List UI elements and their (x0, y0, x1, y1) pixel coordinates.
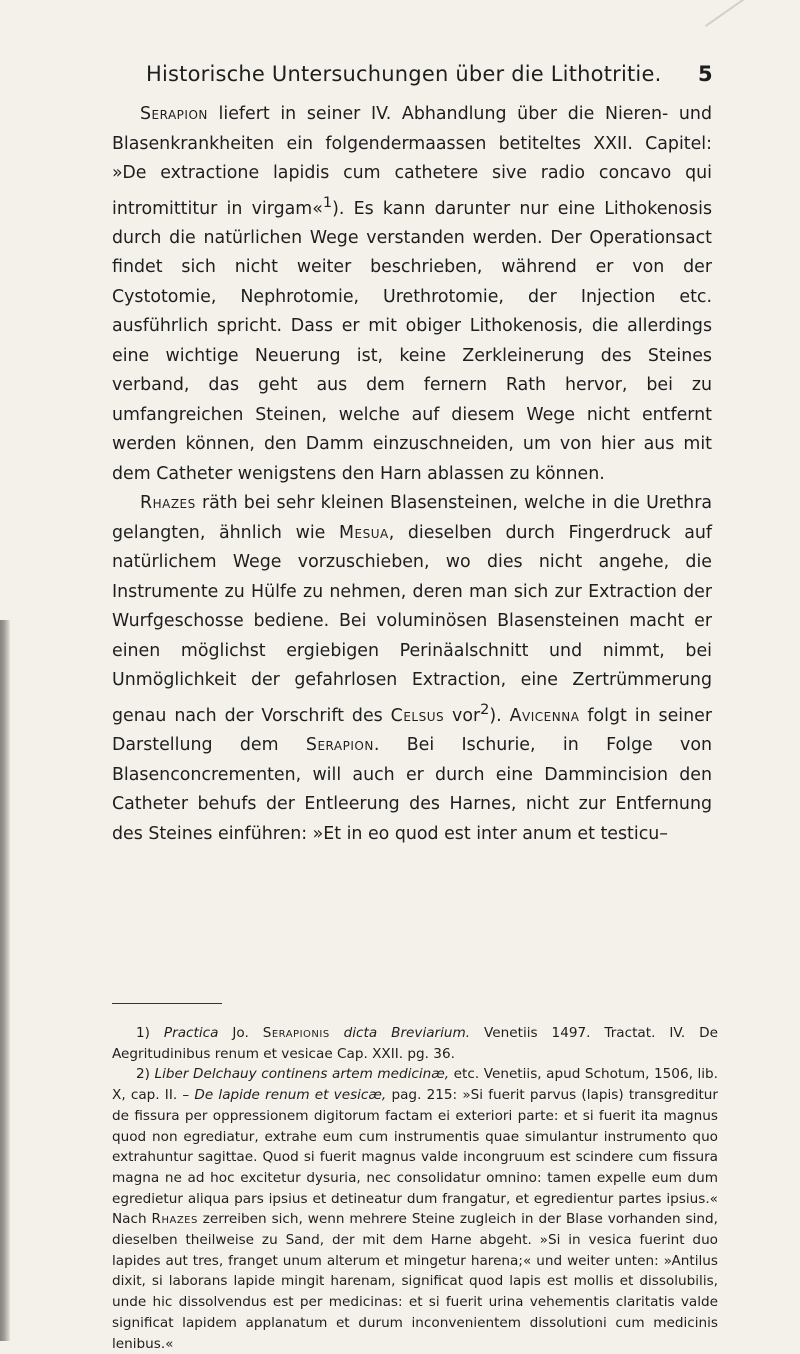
footnote-1 (112, 1023, 718, 1064)
paragraph-serapion (112, 100, 712, 489)
person-name: Rhazes (151, 1211, 198, 1228)
page-binding-shadow (0, 620, 10, 1341)
person-name: Serapion (140, 104, 208, 124)
text-run: vor (444, 705, 481, 726)
text-run: , dieselben durch Fingerdruck auf natürlichem Wege vorzuschieben, wo dies nicht angehe, die Instrumente zu Hülfe zu nehmen, deren man sich zur Extraction der Wurfgeschosse bediene. Bei voluminösen Blasensteinen macht er einen möglichst ergiebigen Perinäalschnitt und nimmt, bei Unmöglichkeit der gefahrlosen Extraction, eine Zertrümmerung genau nach der Vorschrift des (112, 522, 712, 726)
footnote-marker: 2) (136, 1066, 150, 1083)
work-title: De lapide renum et vesicæ, (194, 1087, 387, 1104)
footnote-ref: 1 (322, 194, 333, 211)
text-run: pag. 215: »Si fuerit parvus (lapis) transgreditur de fissura per oppressionem digitorum factam ei exteriori parte: et si fuerit ita magnus quod non egrediatur, extrahe eum cum instrumentis quae simulantur instrumento quo extrahuntur sagittae. Quod si fuerit magnus valde incongruum est scindere cum fissura magna ne ad hoc excitetur dysuria, nec consolidatur omnino: tamen expelle eum dum egredietur aliqua pars ipsius et detineatur dum frangatur, et egredientur partes ipsius.« Nach (112, 1087, 719, 1228)
person-name: Serapion (305, 735, 374, 756)
footnotes (112, 1023, 718, 1354)
footnote-2 (112, 1064, 718, 1354)
running-title: Historische Untersuchungen über die Lithotritie. (146, 62, 662, 86)
text-run: . Bei Ischurie, in Folge von Blasenconcrementen, will auch er durch eine Dammincision den Catheter behufs der Entleerung des Harnes, nicht zur Entfernung des Steines einführen: »Et in eo quod est inter anum et testicu– (112, 735, 712, 844)
text-run: ). Es kann darunter nur eine Lithokenosis durch die natürlichen Wege verstanden werden. Der Operationsact findet sich nicht weiter beschrieben, während er von der Cystotomie, Nephrotomie, Urethrotomie, der Injection etc. ausführlich spricht. Dass er mit obiger Lithokenosis, die allerdings eine wichtige Neuerung ist, keine Zerkleinerung des Steines verband, das geht aus dem fernern Rath hervor, bei zu umfangreichen Steinen, welche auf diesem Wege nicht entfernt werden können, den Damm einzuschneiden, um von hier aus mit dem Catheter wenigstens den Harn ablassen zu können. (112, 198, 713, 484)
text-run: Jo. (218, 1025, 263, 1041)
person-name: Rhazes (140, 493, 196, 514)
footnote-marker: 1) (136, 1025, 150, 1041)
paper-mark (705, 0, 755, 27)
text-run: liefert in seiner IV. Abhandlung über die Nieren- und Blasenkrankheiten ein folgendermaassen betiteltes XXII. Capitel: »De extractione lapidis cum cathetere sive radio concavo qui intromittitur in virgam« (112, 104, 712, 219)
person-name: Mesua (339, 522, 389, 543)
footnote-divider (112, 1003, 222, 1004)
work-title: dicta Breviarium. (343, 1025, 471, 1041)
person-name: Celsus (390, 705, 445, 726)
paragraph-rhazes (112, 489, 712, 849)
footnote-ref: 2 (480, 701, 490, 718)
work-title: Practica (163, 1025, 219, 1041)
page-number: 5 (698, 62, 713, 86)
person-name: Avicenna (509, 705, 580, 726)
text-run: etc. Venetiis, apud Schotum, 1506, lib. X, cap. II. – (112, 1066, 718, 1104)
person-name: Serapionis (262, 1025, 330, 1041)
text-run: folgt in seiner Darstellung dem (112, 705, 713, 756)
main-text (112, 100, 712, 849)
text-run: Venetiis 1497. Tractat. IV. De Aegritudinibus renum et vesicae Cap. XXII. pg. 36. (112, 1025, 718, 1062)
work-title: Liber Delchauy continens artem medicinæ, (154, 1066, 450, 1083)
text-run: ). (489, 705, 510, 726)
text-run: räth bei sehr kleinen Blasensteinen, welche in die Urethra gelangten, ähnlich wie (112, 493, 712, 543)
text-run: zerreiben sich, wenn mehrere Steine zugleich in der Blase vorhanden sind, dieselben theilweise zu Sand, der mit dem Harne abgeht. »Si in vesica fuerint duo lapides aut tres, franget unum alterum et mingetur harena;« und weiter unten: »Antilus dixit, si laborans lapide mingit harenam, significat quod lapis est mollis et dissolubilis, unde hic dissolvendus est per medicinas: et si fuerit urina vehementis claritatis valde significat lapidem applanatum et durum inconvenientem dissolutioni cum medicinis lenibus.« (112, 1211, 718, 1352)
